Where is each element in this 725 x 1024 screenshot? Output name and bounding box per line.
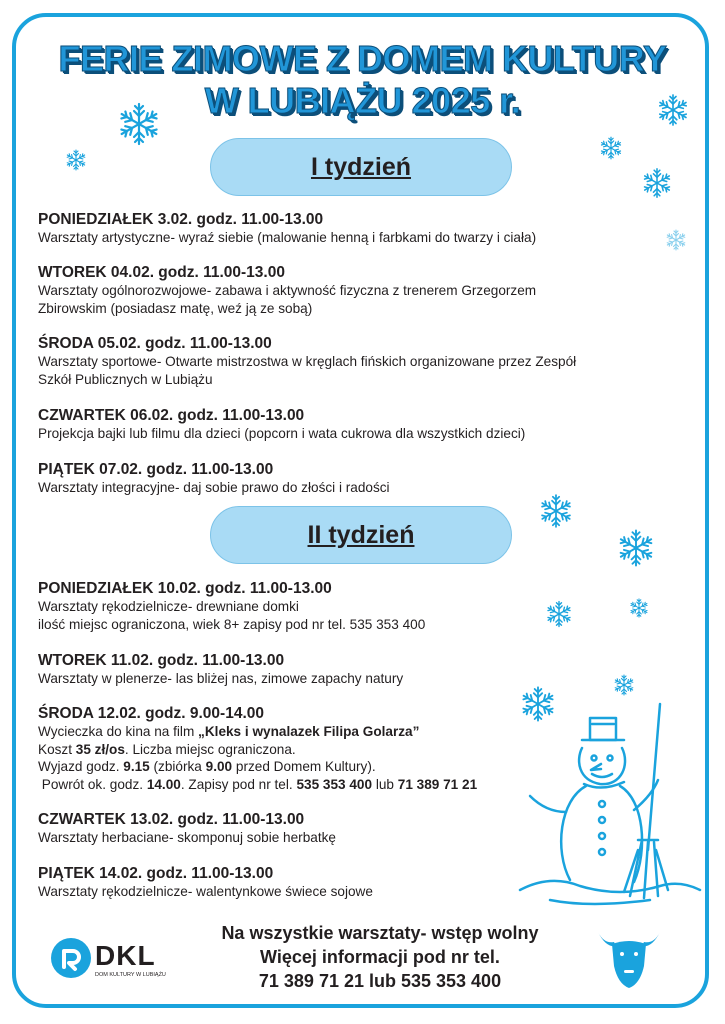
entry-desc: Warsztaty rękodzielnicze- walentynkowe świece sojowe: [38, 884, 373, 899]
entry-desc: ilość miejsc ograniczona, wiek 8+ zapisy pod nr tel. 535 353 400: [38, 616, 426, 632]
week1-header: I tydzień: [210, 138, 512, 196]
snowman-illustration: [510, 700, 705, 910]
trip-cost: 35 zł/os: [75, 741, 125, 757]
entry-day: PONIEDZIAŁEK 3.02. godz. 11.00-13.00: [38, 211, 324, 228]
snowflake-icon: [115, 100, 163, 148]
page-title-line1: FERIE ZIMOWE Z DOMEM KULTURY: [58, 38, 667, 79]
snowflake-icon: [598, 135, 624, 161]
trip-phone-2: 71 389 71 21: [397, 776, 478, 792]
trip-text: . Liczba miejsc ograniczona.: [124, 741, 296, 757]
week2-entry-tuesday: [38, 651, 678, 688]
entry-desc: Warsztaty artystyczne- wyraź siebie (malowanie henną i farbkami do twarzy i ciała): [38, 230, 537, 245]
entry-day: WTOREK 04.02. godz. 11.00-13.00: [38, 264, 285, 281]
snowflake-icon: [615, 527, 657, 569]
trip-text: (zbiórka: [149, 759, 206, 774]
week1-entry-friday: [38, 460, 678, 497]
trip-departure-time: 9.15: [123, 759, 150, 774]
trip-text: przed Domem Kultury).: [232, 759, 376, 774]
snowflake-icon: [612, 673, 636, 697]
trip-text: . Zapisy pod nr tel.: [180, 776, 297, 792]
entry-day: PIĄTEK 07.02. godz. 11.00-13.00: [38, 461, 274, 478]
snowflake-icon: [64, 148, 88, 172]
week1-entry-tuesday: [38, 263, 678, 317]
entry-desc: Warsztaty herbaciane- skomponuj sobie herbatkę: [38, 830, 336, 845]
entry-day: ŚRODA 12.02. godz. 9.00-14.00: [38, 705, 264, 722]
trip-text: Powrót ok. godz.: [38, 776, 147, 792]
entry-day: PONIEDZIAŁEK 10.02. godz. 11.00-13.00: [38, 580, 332, 597]
trip-film-title: „Kleks i wynalazek Filipa Golarza”: [198, 724, 420, 739]
entry-desc: Warsztaty ogólnorozwojowe- zabawa i aktywność fizyczna z trenerem Grzegorzem: [38, 283, 537, 298]
trip-phone-1: 535 353 400: [296, 776, 373, 792]
week2-entry-monday: [38, 579, 678, 633]
entry-day: ŚRODA 05.02. godz. 11.00-13.00: [38, 335, 272, 352]
trip-return-time: 14.00: [146, 776, 181, 792]
week2-header: II tydzień: [210, 506, 512, 564]
entry-desc: Projekcja bajki lub filmu dla dzieci (popcorn i wata cukrowa dla wszystkich dzieci): [38, 426, 526, 441]
snowflake-icon: [664, 228, 688, 252]
page-title-line2: W LUBIĄŻU 2025 r.: [204, 80, 521, 121]
footer-line2: Więcej informacji pod nr tel.: [260, 947, 500, 967]
bull-emblem-icon: [594, 926, 664, 992]
entry-desc: Szkół Publicznych w Lubiążu: [38, 371, 213, 387]
footer-line3: 71 389 71 21 lub 535 353 400: [258, 971, 502, 991]
snowflake-icon: [628, 597, 650, 619]
week1-entry-monday: [38, 210, 678, 247]
snowflake-icon: [655, 92, 691, 128]
entry-day: PIĄTEK 14.02. godz. 11.00-13.00: [38, 865, 274, 882]
entry-desc: Warsztaty w plenerze- las bliżej nas, zimowe zapachy natury: [38, 671, 404, 686]
trip-text: Wycieczka do kina na film: [38, 724, 199, 739]
trip-meeting-time: 9.00: [205, 759, 233, 774]
dkl-logo-text: DKL: [95, 940, 156, 971]
entry-desc: Zbirowskim (posiadasz matę, weź ją ze sobą): [38, 300, 313, 316]
snowflake-icon: [640, 166, 674, 200]
week1-entry-wednesday: [38, 334, 678, 388]
dkl-logo-icon: [50, 937, 92, 979]
entry-desc: Warsztaty sportowe- Otwarte mistrzostwa w kręglach fińskich organizowane przez Zespół: [38, 354, 577, 369]
trip-text: Wyjazd godz.: [38, 759, 124, 774]
footer-line1: Na wszystkie warsztaty- wstęp wolny: [221, 923, 539, 943]
entry-day: WTOREK 11.02. godz. 11.00-13.00: [38, 652, 285, 669]
entry-desc: Warsztaty integracyjne- daj sobie prawo do złości i radości: [38, 480, 390, 495]
trip-text: lub: [372, 776, 398, 792]
snowflake-icon: [544, 599, 574, 629]
entry-day: CZWARTEK 13.02. godz. 11.00-13.00: [38, 811, 305, 828]
entry-desc: Warsztaty rękodzielnicze- drewniane domki: [38, 599, 299, 614]
entry-day: CZWARTEK 06.02. godz. 11.00-13.00: [38, 407, 305, 424]
week1-entry-thursday: [38, 406, 678, 443]
snowflake-icon: [537, 492, 575, 530]
trip-text: Koszt: [38, 741, 76, 757]
dkl-logo-subtitle: DOM KULTURY W LUBIĄŻU: [95, 972, 166, 978]
